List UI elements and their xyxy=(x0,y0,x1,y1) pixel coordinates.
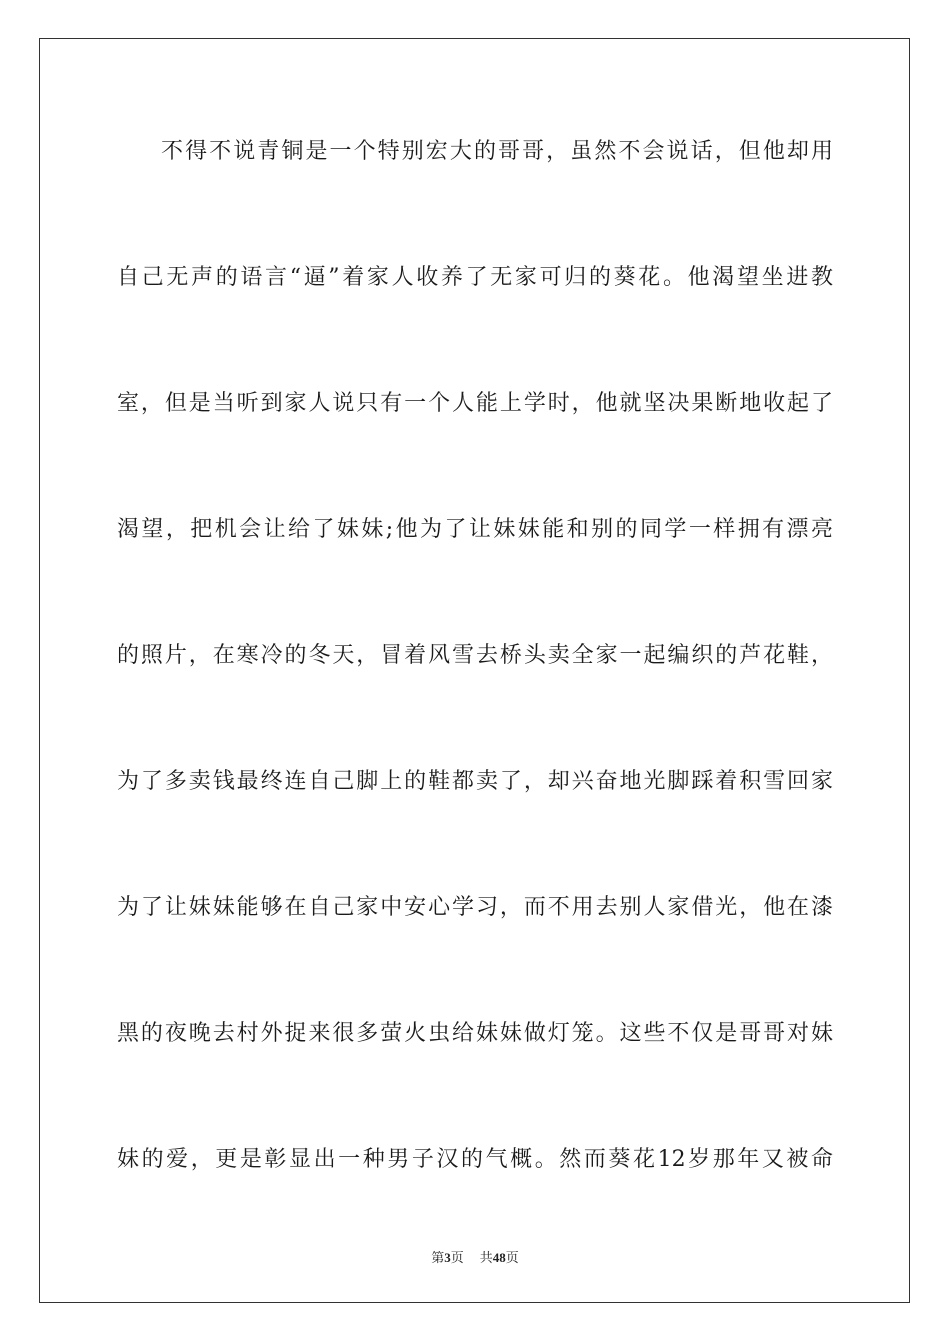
text-line: 室，但是当听到家人说只有一个人能上学时，他就坚决果断地收起了 xyxy=(117,391,833,416)
total-prefix: 共 xyxy=(479,1250,493,1265)
text-line: 为了多卖钱最终连自己脚上的鞋都卖了，却兴奋地光脚踩着积雪回家 xyxy=(117,769,833,794)
text-line: 为了让妹妹能够在自己家中安心学习，而不用去别人家借光，他在漆 xyxy=(117,895,833,920)
body-text xyxy=(117,130,833,1264)
text-line: 黑的夜晚去村外捉来很多萤火虫给妹妹做灯笼。这些不仅是哥哥对妹 xyxy=(117,1021,833,1046)
text-line: 不得不说青铜是一个特别宏大的哥哥，虽然不会说话，但他却用 xyxy=(161,139,833,164)
total-pages: 48 xyxy=(492,1250,506,1265)
text-line: 妹的爱，更是彰显出一种男子汉的气概。然而葵花12岁那年又被命 xyxy=(117,1147,833,1172)
text-line: 渴望，把机会让给了妹妹;他为了让妹妹能和别的同学一样拥有漂亮 xyxy=(117,517,833,542)
text-line: 自己无声的语言“逼”着家人收养了无家可归的葵花。他渴望坐进教 xyxy=(117,265,833,290)
page-number: 3 xyxy=(444,1250,451,1265)
total-suffix: 页 xyxy=(505,1250,519,1265)
page-footer xyxy=(0,1247,950,1266)
page-prefix: 第 xyxy=(431,1250,445,1265)
text-line: 的照片，在寒冷的冬天，冒着风雪去桥头卖全家一起编织的芦花鞋， xyxy=(117,643,833,668)
page-suffix: 页 xyxy=(450,1250,464,1265)
